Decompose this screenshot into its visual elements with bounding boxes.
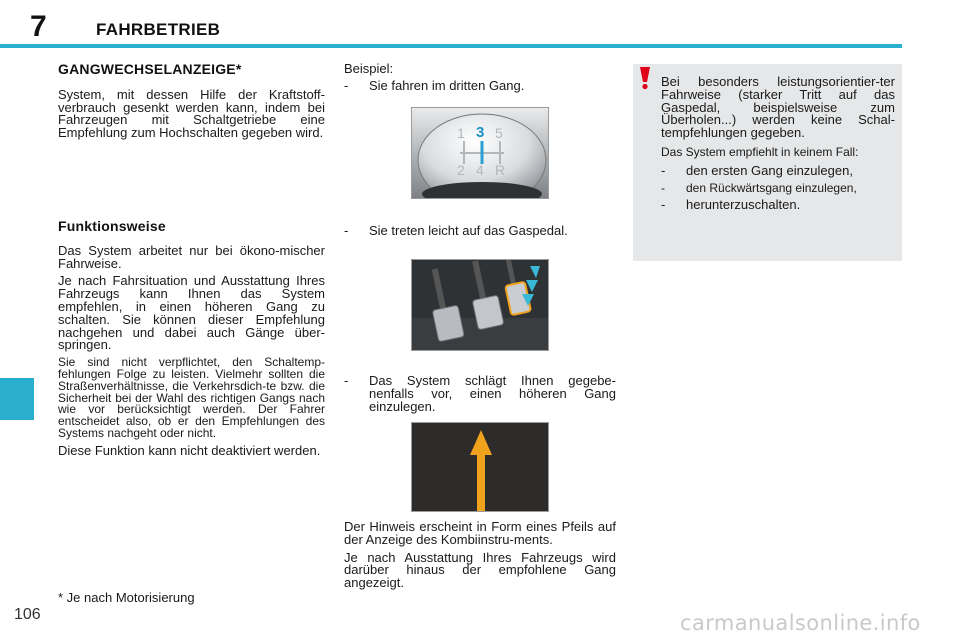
note-item-2-text: den Rückwärtsgang einzulegen, <box>686 180 857 195</box>
step-2 <box>344 225 616 238</box>
watermark-link[interactable]: carmanualsonline.info <box>680 611 921 635</box>
step-3-item <box>344 375 616 413</box>
pedals-illustration <box>412 260 549 351</box>
note-item-1-dash: - <box>661 162 666 178</box>
note-item-3 <box>661 199 895 212</box>
step-2-dash: - <box>344 223 349 238</box>
chapter-number: 7 <box>30 10 47 43</box>
closing-block <box>344 521 616 595</box>
function-paragraph-2: Je nach Fahrsituation und Ausstattung Ihres Fahrzeugs kann Ihnen das System empfehlen, in einen höheren Gang zu schalten. Sie können dieser Empfehlung nachgehen und dabei auch Gänge über-springen. <box>58 273 325 353</box>
pedals-photo <box>411 259 549 351</box>
function-block <box>58 220 325 463</box>
footnote: * Je nach Motorisierung <box>58 590 195 605</box>
function-paragraph-3: Sie sind nicht verpflichtet, den Schaltemp-fehlungen Folge zu leisten. Vielmehr sollten die Straßenverhältnisse, die Verkehrsdich-te bzw. die Sicherheit bei der Wahl des richtigen Gangs nach wie vor berücksichtigt werden. Der Fahrer entscheidet also, ob er den Empfehlungen des Systems nachgeht oder nicht. <box>58 355 325 440</box>
gear-label-1: 1 <box>457 125 465 141</box>
function-paragraph-1: Das System arbeitet nur bei ökono-mischer Fahrweise. <box>58 242 325 271</box>
note-item-3-text: herunterzuschalten. <box>686 197 801 213</box>
note-text: Bei besonders leistungsorientier-ter Fahrweise (starker Tritt auf das Gaspedal, beispielsweise zum Überholen...) werden keine Schal-tempfehlungen gegeben. <box>661 74 895 141</box>
note-item-2 <box>661 180 895 195</box>
section-title: GANGWECHSELANZEIGE* <box>58 61 242 77</box>
note-lead: Das System empfiehlt in keinem Fall: <box>661 144 859 159</box>
gear-knob-illustration <box>412 108 549 199</box>
function-paragraph-4: Diese Funktion kann nicht deaktiviert werden. <box>58 442 321 458</box>
step-2-text: Sie treten leicht auf das Gaspedal. <box>369 223 568 238</box>
gear-knob-photo <box>411 107 549 199</box>
step-1 <box>344 77 616 93</box>
gear-label-5: 5 <box>495 125 503 141</box>
step-3 <box>344 375 616 413</box>
left-column <box>58 63 325 145</box>
step-1-dash: - <box>344 77 349 93</box>
closing-paragraph-1: Der Hinweis erscheint in Form eines Pfeils auf der Anzeige des Kombiinstru-ments. <box>344 519 616 547</box>
warning-exclamation-icon <box>638 66 652 90</box>
step-2-item <box>344 225 616 238</box>
chapter-title: FAHRBETRIEB <box>96 20 221 39</box>
gear-label-r: R <box>495 162 506 178</box>
gear-label-2: 2 <box>457 162 465 178</box>
upshift-arrow-icon <box>412 423 549 512</box>
step-3-text: Das System schlägt Ihnen gegebe-nenfalls vor, einen höheren Gang einzulegen. <box>369 373 616 414</box>
chapter-side-tab <box>0 378 34 420</box>
example-label: Beispiel: <box>344 61 394 76</box>
note-item-3-dash: - <box>661 197 666 213</box>
example-block <box>344 63 616 93</box>
gear-label-3: 3 <box>476 124 485 141</box>
page-number: 106 <box>14 606 41 623</box>
warning-note-content <box>661 76 895 212</box>
step-1-text: Sie fahren im dritten Gang. <box>369 77 525 93</box>
note-item-1-text: den ersten Gang einzulegen, <box>686 162 853 178</box>
upshift-arrow-display <box>411 422 549 512</box>
step-3-dash: - <box>344 373 349 388</box>
note-item-2-dash: - <box>661 180 665 195</box>
intro-paragraph: System, mit dessen Hilfe der Kraftstoff-verbrauch gesenkt werden kann, indem bei Fahrzeugen mit Schaltgetriebe eine Empfehlung zum Hochschalten gegeben wird. <box>58 86 325 141</box>
gear-label-4: 4 <box>476 162 484 178</box>
note-item-1 <box>661 162 895 178</box>
header-rule <box>0 44 902 48</box>
closing-paragraph-2: Je nach Ausstattung Ihres Fahrzeugs wird darüber hinaus der empfohlene Gang angezeigt. <box>344 549 616 591</box>
function-title: Funktionsweise <box>58 218 166 234</box>
